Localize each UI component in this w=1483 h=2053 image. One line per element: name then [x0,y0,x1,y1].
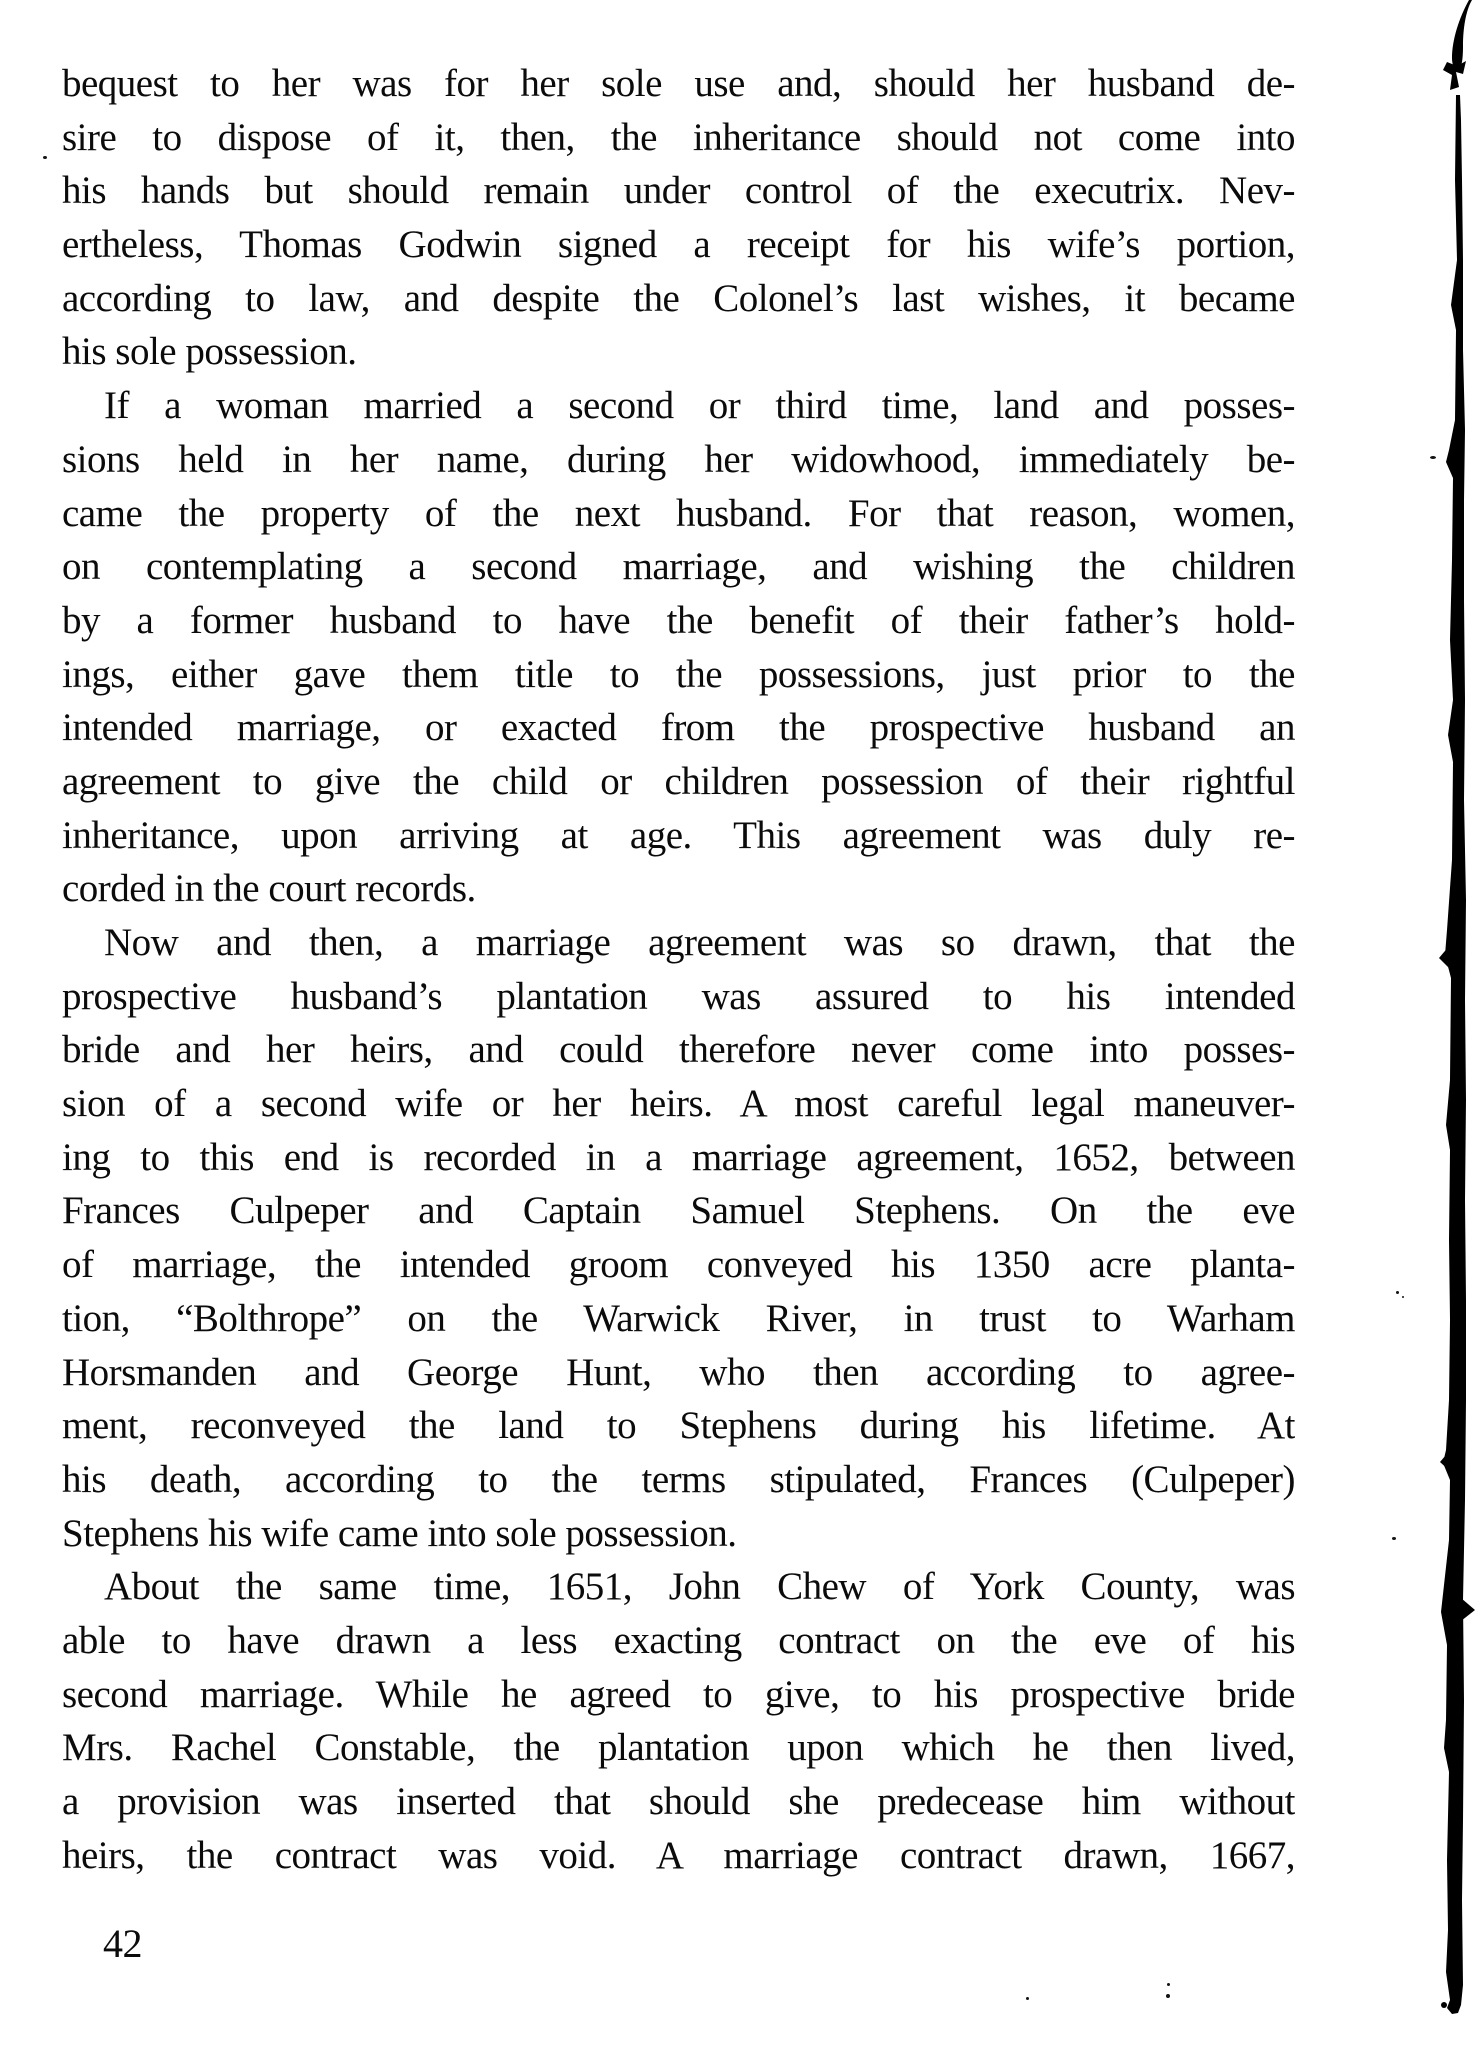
text-line: ment, reconveyed the land to Stephens during his lifetime. At [62,1404,1295,1448]
scan-speck [1167,1983,1170,1986]
scan-speck [1392,1537,1396,1540]
text-line: Mrs. Rachel Constable, the plantation upon which he then lived, [62,1726,1295,1770]
text-line: If a woman married a second or third time, land and posses- [104,384,1295,428]
text-line: his sole possession. [62,330,357,374]
text-line: of marriage, the intended groom conveyed his 1350 acre planta- [62,1243,1295,1287]
scan-speck [1430,456,1436,459]
text-line: inheritance, upon arriving at age. This agreement was duly re- [62,813,1295,857]
text-line: Horsmanden and George Hunt, who then according to agree- [62,1350,1295,1394]
text-line: Stephens his wife came into sole possession. [62,1511,737,1555]
text-line: corded in the court records. [62,867,476,911]
text-line: heirs, the contract was void. A marriage contract drawn, 1667, [62,1833,1295,1877]
text-line: by a former husband to have the benefit of their father’s hold- [62,598,1295,642]
scan-speck [43,156,47,159]
page-number: 42 [103,1921,142,1966]
text-line: Frances Culpeper and Captain Samuel Stephens. On the eve [62,1189,1295,1233]
text-line: bride and her heirs, and could therefore never come into posses- [62,1028,1295,1072]
text-line: able to have drawn a less exacting contract on the eve of his [62,1618,1295,1662]
text-line: bequest to her was for her sole use and, should her husband de- [62,62,1295,105]
text-line: on contemplating a second marriage, and wishing the children [62,545,1295,589]
text-line: intended marriage, or exacted from the prospective husband an [62,706,1295,750]
text-line: came the property of the next husband. For that reason, women, [62,491,1295,535]
text-line: agreement to give the child or children possession of their rightful [62,759,1295,803]
text-line: his hands but should remain under control of the executrix. Nev- [62,169,1295,213]
scan-speck [1026,1997,1029,2000]
text-line: sions held in her name, during her widowhood, immediately be- [62,437,1295,481]
text-line: sion of a second wife or her heirs. A most careful legal maneuver- [62,1082,1295,1126]
scan-speck [1402,1296,1404,1298]
text-line: according to law, and despite the Colonel’s last wishes, it became [62,276,1295,320]
text-line: ing to this end is recorded in a marriage agreement, 1652, between [62,1135,1295,1179]
text-line: a provision was inserted that should she predecease him without [62,1780,1295,1823]
text-line: tion, “Bolthrope” on the Warwick River, in trust to Warham [62,1296,1295,1340]
text-line: ings, either gave them title to the possessions, just prior to the [62,652,1295,696]
text-line: prospective husband’s plantation was assured to his intended [62,974,1295,1018]
text-line: second marriage. While he agreed to give, to his prospective bride [62,1672,1295,1716]
text-line: his death, according to the terms stipulated, Frances (Culpeper) [62,1457,1295,1501]
text-line: Now and then, a marriage agreement was so drawn, that the [104,921,1295,964]
text-line: About the same time, 1651, John Chew of York County, was [104,1565,1295,1609]
scan-speck [1166,1994,1170,1998]
text-line: ertheless, Thomas Godwin signed a receipt for his wife’s portion, [62,223,1295,267]
scan-speck [1396,1291,1399,1294]
body-text [62,57,1295,1882]
text-line: sire to dispose of it, then, the inheritance should not come into [62,115,1295,159]
